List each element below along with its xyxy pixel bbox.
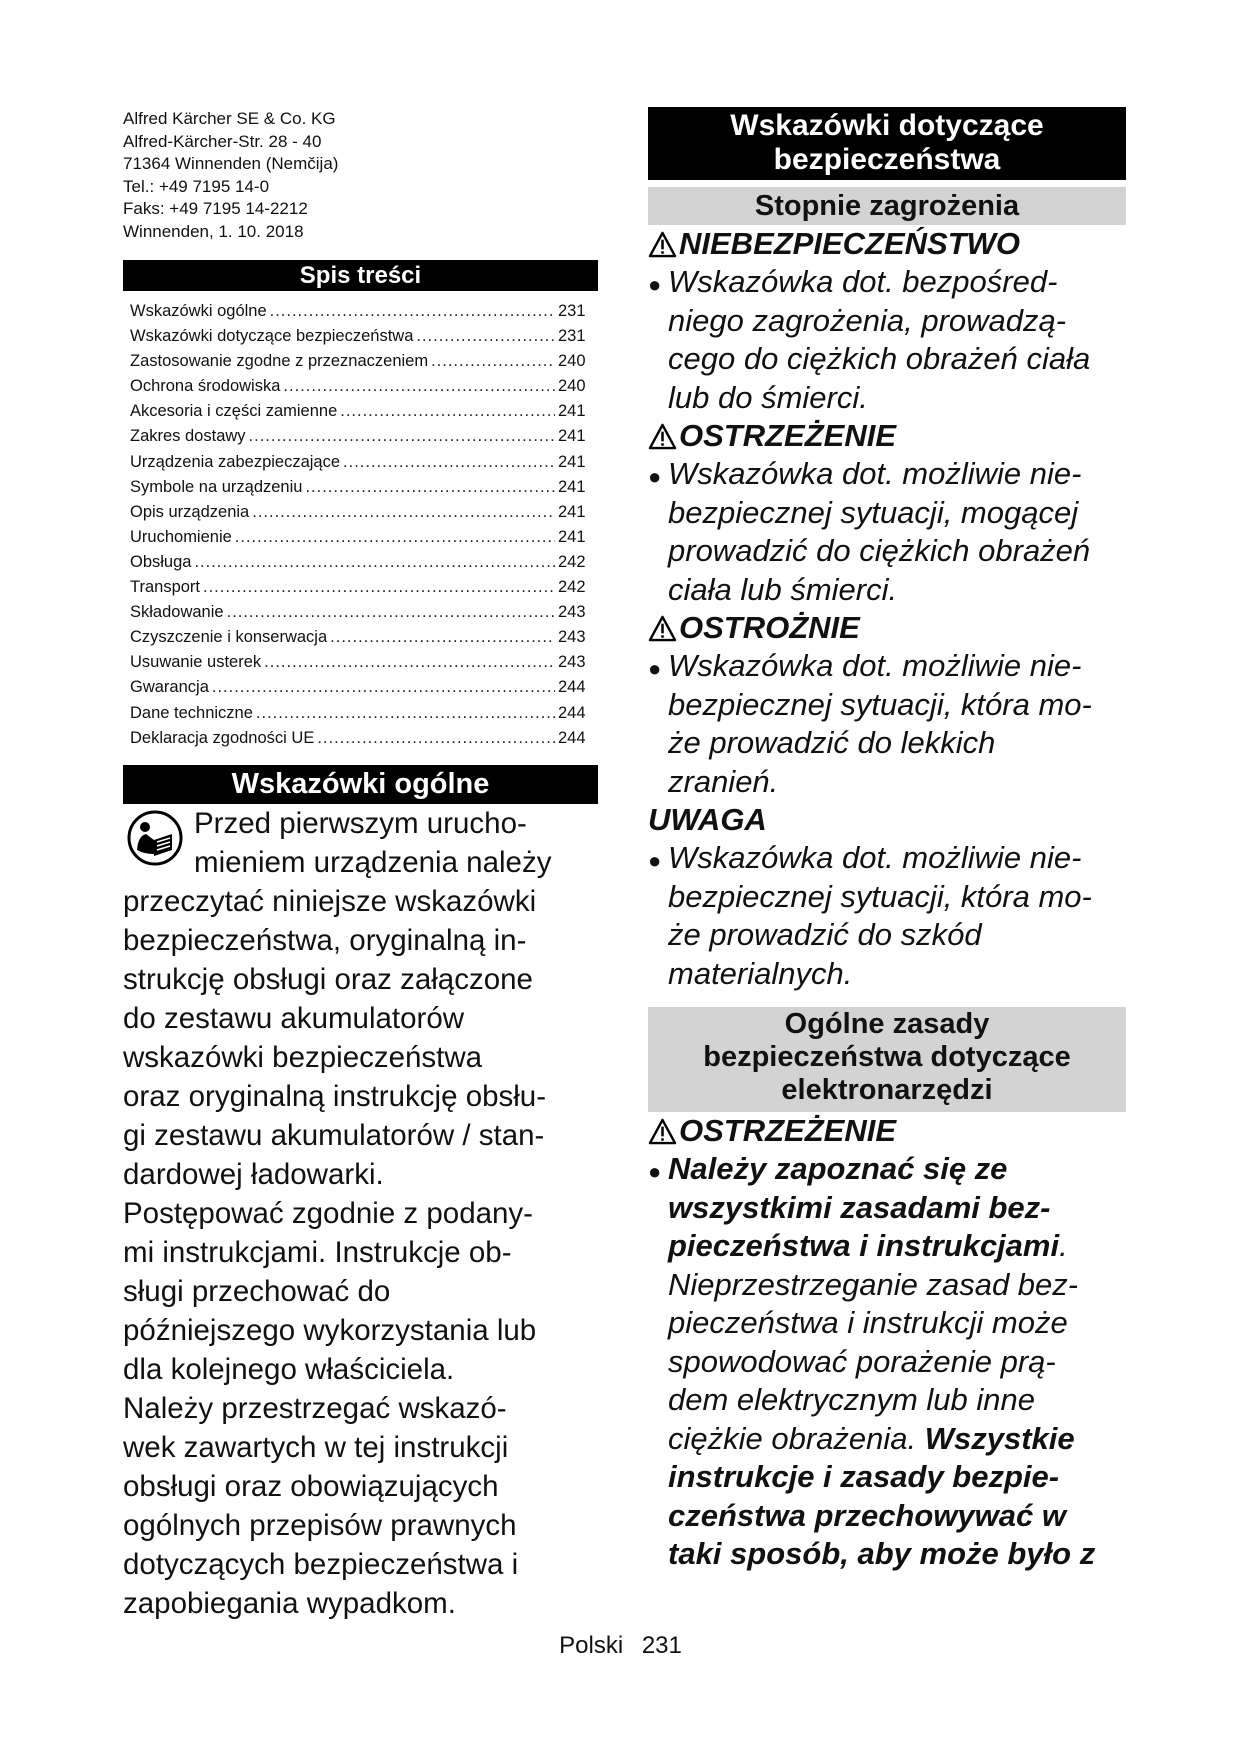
punctuation: . bbox=[1059, 1228, 1068, 1263]
toc-entry bbox=[130, 374, 598, 399]
general-rules-title bbox=[648, 1007, 1126, 1112]
toc-entry-page: 242 bbox=[558, 578, 586, 597]
text-line: zranień. bbox=[668, 763, 779, 799]
text-line: sługi przechować do bbox=[123, 1274, 391, 1308]
toc-leader bbox=[256, 701, 555, 726]
toc-entry bbox=[130, 475, 598, 500]
toc-entry-label: Akcesoria i części zamienne bbox=[130, 402, 338, 421]
text-line: bezpiecznej sytuacji, która mo- bbox=[668, 686, 1092, 722]
signal-word bbox=[648, 609, 1126, 647]
signal-word bbox=[648, 1112, 1126, 1150]
text-line: pieczeństwa i instrukcji może bbox=[668, 1305, 1068, 1340]
toc-entry-page: 231 bbox=[558, 302, 586, 320]
toc-entry-label: Wskazówki ogólne bbox=[130, 302, 267, 320]
toc-entry bbox=[130, 399, 598, 424]
warning-icon bbox=[648, 615, 677, 642]
bold-text: Wszystkie bbox=[924, 1420, 1075, 1456]
safety-title bbox=[648, 107, 1126, 180]
toc-entry-label: Transport bbox=[130, 578, 200, 597]
hazard-levels bbox=[648, 225, 1126, 993]
toc-entry-label: Czyszczenie i konserwacja bbox=[130, 628, 328, 647]
toc-entry-label: Deklaracja zgodności UE bbox=[130, 728, 315, 747]
text-line: Przed pierwszym urucho- bbox=[194, 806, 527, 840]
normal-text: ciężkie obrażenia. bbox=[668, 1420, 925, 1456]
toc-entry-page: 240 bbox=[558, 377, 586, 396]
toc-entry bbox=[130, 324, 598, 349]
toc-entry-label: Ochrona środowiska bbox=[130, 377, 281, 396]
signal-word-label: NIEBEZPIECZEŃSTWO bbox=[679, 226, 1021, 261]
text-line: lub do śmierci. bbox=[668, 379, 868, 415]
toc-entry-page: 241 bbox=[558, 477, 586, 496]
table-of-contents bbox=[123, 299, 598, 751]
signal-word-label: OSTRZEŻENIE bbox=[679, 1113, 897, 1148]
toc-entry-label: Symbole na urządzeniu bbox=[130, 477, 303, 496]
bullet-icon bbox=[648, 1150, 661, 1192]
text-line: Wskazówka dot. możliwie nie- bbox=[668, 840, 1082, 875]
toc-entry bbox=[130, 424, 598, 449]
toc-entry bbox=[130, 575, 598, 600]
toc-entry-page: 244 bbox=[558, 703, 586, 722]
address-block bbox=[123, 108, 598, 243]
toc-entry-page: 243 bbox=[558, 603, 586, 622]
signal-word-label: OSTROŻNIE bbox=[679, 610, 860, 645]
text-line: Należy przestrzegać wskazó- bbox=[123, 1391, 507, 1425]
hazard-levels-title: Stopnie zagrożenia bbox=[648, 187, 1126, 225]
text-line: Nieprzestrzeganie zasad bez- bbox=[668, 1266, 1079, 1302]
toc-entry bbox=[130, 550, 598, 575]
hazard-level-text bbox=[668, 263, 1126, 417]
address-line: Winnenden, 1. 10. 2018 bbox=[123, 221, 304, 241]
address-line: Tel.: +49 7195 14-0 bbox=[123, 176, 270, 196]
text-line: Wskazówka dot. możliwie nie- bbox=[668, 456, 1082, 491]
toc-entry bbox=[130, 726, 598, 751]
toc-entry-label: Usuwanie usterek bbox=[130, 653, 262, 672]
text-line: taki sposób, aby może było z bbox=[668, 1536, 1096, 1571]
toc-leader bbox=[431, 349, 555, 374]
toc-entry-label: Zakres dostawy bbox=[130, 427, 246, 446]
footer-language: Polski bbox=[559, 1632, 624, 1659]
text-line bbox=[668, 1150, 1126, 1189]
toc-leader bbox=[330, 625, 555, 650]
general-notes-title: Wskazówki ogólne bbox=[123, 765, 598, 804]
text-line: instrukcje i zasady bezpie- bbox=[668, 1459, 1060, 1494]
text-line: do zestawu akumulatorów bbox=[123, 1001, 465, 1035]
bullet-icon bbox=[648, 455, 661, 497]
text-line: bezpiecznej sytuacji, która mo- bbox=[668, 878, 1092, 914]
toc-entry bbox=[130, 299, 598, 324]
warning-icon bbox=[648, 1118, 677, 1145]
text-line: mi instrukcjami. Instrukcje ob- bbox=[123, 1235, 512, 1269]
toc-leader bbox=[416, 324, 555, 349]
signal-word bbox=[648, 225, 1126, 263]
text-line: przeczytać niniejsze wskazówki bbox=[123, 884, 537, 918]
text-line: dardowej ładowarki. bbox=[123, 1157, 384, 1191]
general-rules-title-line: Ogólne zasady bbox=[784, 1008, 990, 1040]
toc-entry bbox=[130, 675, 598, 700]
text-line: ogólnych przepisów prawnych bbox=[123, 1508, 517, 1542]
text-line: oraz oryginalną instrukcję obsłu- bbox=[123, 1079, 547, 1113]
toc-leader bbox=[340, 399, 555, 424]
left-column bbox=[123, 108, 598, 1623]
general-rules-item bbox=[648, 1150, 1126, 1574]
text-line: dla kolejnego właściciela. bbox=[123, 1352, 455, 1386]
page-number: 231 bbox=[641, 1632, 682, 1659]
toc-leader bbox=[235, 525, 555, 550]
toc-entry-label: Składowanie bbox=[130, 603, 224, 622]
address-line: Alfred-Kärcher-Str. 28 - 40 bbox=[123, 131, 322, 151]
toc-entry bbox=[130, 450, 598, 475]
toc-title: Spis treści bbox=[123, 260, 598, 291]
text-line bbox=[668, 1420, 1126, 1459]
read-manual-icon bbox=[127, 810, 183, 866]
toc-entry bbox=[130, 600, 598, 625]
toc-entry-page: 243 bbox=[558, 653, 586, 672]
bold-text: Należy zapoznać się ze bbox=[668, 1151, 1008, 1186]
bold-text: pieczeństwa i instrukcjami bbox=[668, 1228, 1060, 1263]
text-line: obsługi oraz obowiązujących bbox=[123, 1469, 499, 1503]
toc-entry-label: Uruchomienie bbox=[130, 527, 232, 546]
text-line bbox=[668, 1227, 1126, 1266]
toc-entry-page: 241 bbox=[558, 427, 586, 446]
toc-leader bbox=[264, 650, 555, 675]
toc-entry-label: Dane techniczne bbox=[130, 703, 253, 722]
toc-entry-page: 241 bbox=[558, 502, 586, 521]
safety-title-line: bezpieczeństwa bbox=[773, 143, 1001, 176]
general-rules-title-line: bezpieczeństwa dotyczące bbox=[703, 1041, 1071, 1073]
text-line: Wskazówka dot. możliwie nie- bbox=[668, 648, 1082, 683]
address-line: Alfred Kärcher SE & Co. KG bbox=[123, 109, 336, 128]
toc-entry-label: Gwarancja bbox=[130, 678, 209, 697]
text-line: cego do ciężkich obrażeń ciała bbox=[668, 341, 1091, 376]
toc-entry-page: 244 bbox=[558, 678, 586, 697]
toc-leader bbox=[317, 726, 555, 751]
general-rules-title-line: elektronarzędzi bbox=[781, 1074, 993, 1106]
toc-entry-page: 241 bbox=[558, 452, 586, 471]
text-line: gi zestawu akumulatorów / stan- bbox=[123, 1118, 545, 1152]
toc-leader bbox=[270, 299, 555, 324]
hazard-level-item bbox=[648, 263, 1126, 417]
warning-icon bbox=[648, 231, 677, 258]
text-line: bezpieczeństwa, oryginalną in- bbox=[123, 923, 527, 957]
page-footer bbox=[0, 1632, 1241, 1660]
hazard-level-item bbox=[648, 647, 1126, 801]
toc-entry-label: Obsługa bbox=[130, 552, 192, 571]
address-line: 71364 Winnenden (Nemčija) bbox=[123, 154, 339, 173]
toc-entry-page: 242 bbox=[558, 552, 586, 571]
text-line: materialnych. bbox=[668, 955, 853, 991]
toc-entry-page: 231 bbox=[558, 327, 586, 346]
text-line: że prowadzić do szkód bbox=[668, 917, 982, 952]
address-line: Faks: +49 7195 14-2212 bbox=[123, 199, 308, 218]
bullet-icon bbox=[648, 839, 661, 881]
toc-entry-page: 244 bbox=[558, 728, 586, 747]
toc-entry-label: Wskazówki dotyczące bezpieczeństwa bbox=[130, 327, 414, 346]
toc-entry-label: Urządzenia zabezpieczające bbox=[130, 452, 341, 471]
toc-entry-label: Zastosowanie zgodne z przeznaczeniem bbox=[130, 352, 429, 371]
text-line: zapobiegania wypadkom. bbox=[123, 1586, 456, 1620]
text-line: ciała lub śmierci. bbox=[668, 571, 898, 607]
text-line: że prowadzić do lekkich bbox=[668, 725, 996, 760]
hazard-level-item bbox=[648, 839, 1126, 993]
text-line bbox=[668, 1189, 1126, 1228]
text-line: spowodować porażenie prą- bbox=[668, 1343, 1056, 1379]
toc-entry bbox=[130, 701, 598, 726]
hazard-level-text bbox=[668, 455, 1126, 609]
toc-leader bbox=[305, 475, 555, 500]
toc-entry bbox=[130, 525, 598, 550]
toc-entry-page: 241 bbox=[558, 527, 586, 546]
hazard-level-text bbox=[668, 839, 1126, 993]
toc-entry bbox=[130, 349, 598, 374]
text-line: Wskazówka dot. bezpośred- bbox=[668, 264, 1058, 299]
toc-leader bbox=[227, 600, 555, 625]
toc-entry bbox=[130, 500, 598, 525]
signal-word-label: OSTRZEŻENIE bbox=[679, 418, 897, 453]
text-line: strukcję obsługi oraz załączone bbox=[123, 962, 533, 996]
bullet-icon bbox=[648, 263, 661, 305]
text-line: prowadzić do ciężkich obrażeń bbox=[668, 533, 1091, 568]
toc-entry-label: Opis urządzenia bbox=[130, 502, 250, 521]
signal-word-label: UWAGA bbox=[648, 802, 767, 837]
toc-entry bbox=[130, 650, 598, 675]
toc-leader bbox=[194, 550, 555, 575]
toc-entry-page: 241 bbox=[558, 402, 586, 421]
warning-icon bbox=[648, 423, 677, 450]
toc-leader bbox=[343, 450, 555, 475]
text-line: późniejszego wykorzystania lub bbox=[123, 1313, 537, 1347]
toc-leader bbox=[283, 374, 555, 399]
text-line: wskazówki bezpieczeństwa bbox=[123, 1040, 483, 1074]
text-line: Postępować zgodnie z podany- bbox=[123, 1196, 533, 1230]
general-notes-text bbox=[123, 804, 598, 1623]
toc-leader bbox=[252, 500, 555, 525]
safety-title-line: Wskazówki dotyczące bbox=[730, 109, 1044, 142]
toc-leader bbox=[212, 675, 555, 700]
text-line: niego zagrożenia, prowadzą- bbox=[668, 302, 1067, 338]
right-column bbox=[648, 107, 1126, 1574]
text-line: wek zawartych w tej instrukcji bbox=[123, 1430, 509, 1464]
text-line: mieniem urządzenia należy bbox=[194, 845, 552, 879]
text-line: dotyczących bezpieczeństwa i bbox=[123, 1547, 519, 1581]
bullet-icon bbox=[648, 647, 661, 689]
text-line: czeństwa przechowywać w bbox=[668, 1497, 1066, 1533]
toc-entry bbox=[130, 625, 598, 650]
toc-entry-page: 243 bbox=[558, 628, 586, 647]
toc-leader bbox=[249, 424, 555, 449]
toc-entry-page: 240 bbox=[558, 352, 586, 371]
hazard-level-item bbox=[648, 455, 1126, 609]
bold-text: wszystkimi zasadami bez- bbox=[668, 1189, 1051, 1225]
signal-word bbox=[648, 417, 1126, 455]
text-line: bezpiecznej sytuacji, mogącej bbox=[668, 494, 1079, 530]
text-line: dem elektrycznym lub inne bbox=[668, 1382, 1035, 1417]
hazard-level-text bbox=[668, 647, 1126, 801]
toc-leader bbox=[203, 575, 555, 600]
signal-word bbox=[648, 801, 1126, 839]
